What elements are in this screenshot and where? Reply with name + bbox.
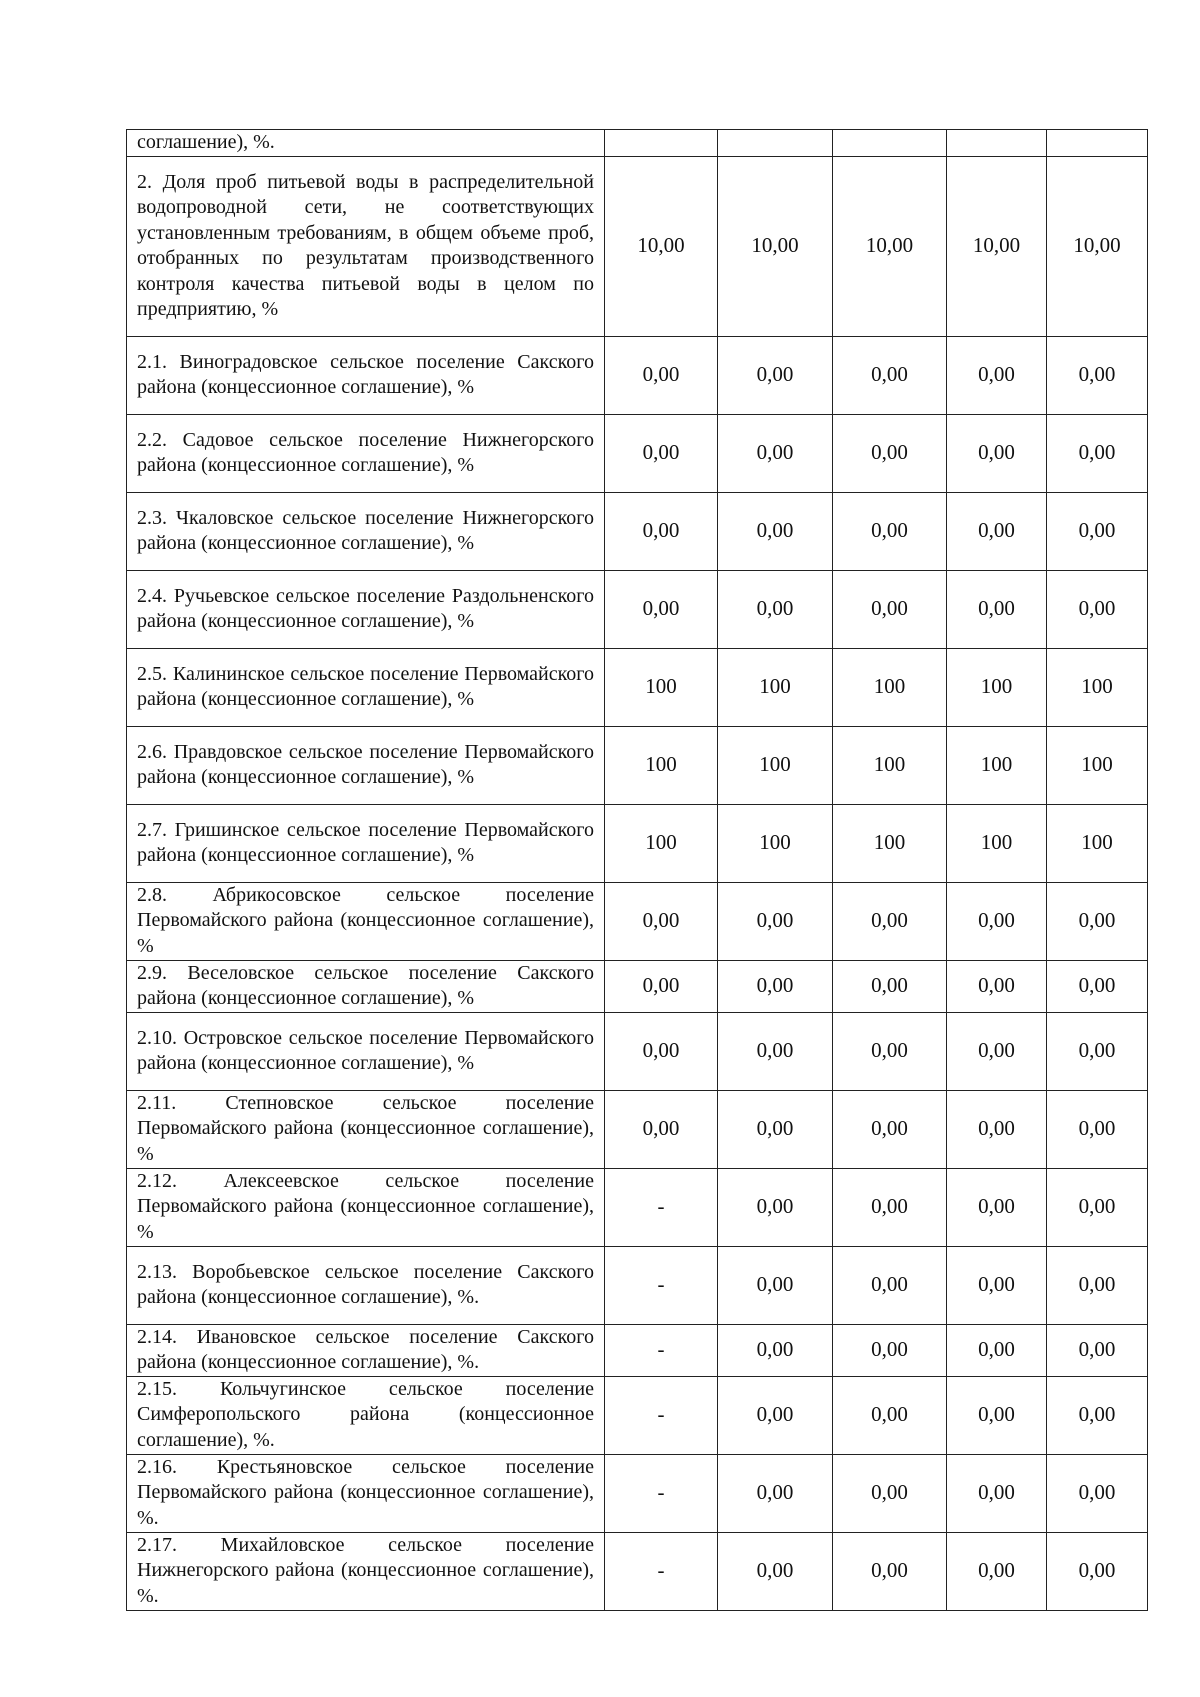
value-cell: 0,00 [605, 492, 718, 570]
table-row [127, 804, 1148, 882]
value-cell: 0,00 [1047, 1012, 1148, 1090]
value-cell: 0,00 [833, 1012, 947, 1090]
table-row [127, 1454, 1148, 1532]
value-cell: 0,00 [1047, 1532, 1148, 1610]
row-label: 2.12. Алексеевское сельское поселение Первомайского района (концессионное соглашение), % [127, 1168, 605, 1246]
value-cell: 0,00 [718, 1246, 833, 1324]
value-cell [605, 130, 718, 157]
row-label: 2.14. Ивановское сельское поселение Сакского района (концессионное соглашение), %. [127, 1324, 605, 1376]
value-cell: 100 [833, 726, 947, 804]
value-cell: 0,00 [947, 1376, 1047, 1454]
value-cell: 0,00 [1047, 570, 1148, 648]
value-cell: 0,00 [947, 570, 1047, 648]
value-cell: 0,00 [833, 1090, 947, 1168]
value-cell: 0,00 [718, 1012, 833, 1090]
value-cell: 10,00 [833, 156, 947, 336]
value-cell: 100 [605, 648, 718, 726]
table-row [127, 336, 1148, 414]
value-cell: 100 [947, 726, 1047, 804]
value-cell: 0,00 [947, 1324, 1047, 1376]
table-row [127, 156, 1148, 336]
value-cell: 0,00 [833, 336, 947, 414]
value-cell: 0,00 [718, 960, 833, 1012]
table-row [127, 1012, 1148, 1090]
value-cell: 0,00 [947, 414, 1047, 492]
value-cell: 100 [1047, 726, 1148, 804]
row-label: 2.9. Веселовское сельское поселение Сакского района (концессионное соглашение), % [127, 960, 605, 1012]
row-label: 2.10. Островское сельское поселение Первомайского района (концессионное соглашение), % [127, 1012, 605, 1090]
row-label: 2. Доля проб питьевой воды в распределительной водопроводной сети, не соответствующих установленным требованиям, в общем объеме проб, отобранных по результатам производственного контроля качества питьевой воды в целом по предприятию, % [127, 156, 605, 336]
value-cell: 0,00 [947, 882, 1047, 960]
table-row [127, 882, 1148, 960]
value-cell: 0,00 [833, 960, 947, 1012]
value-cell: 0,00 [1047, 492, 1148, 570]
table-row [127, 1376, 1148, 1454]
table-row [127, 570, 1148, 648]
value-cell: - [605, 1324, 718, 1376]
value-cell: 0,00 [947, 1168, 1047, 1246]
value-cell: 0,00 [1047, 1324, 1148, 1376]
row-label: 2.17. Михайловское сельское поселение Нижнегорского района (концессионное соглашение), %. [127, 1532, 605, 1610]
value-cell: 0,00 [605, 960, 718, 1012]
value-cell: 0,00 [833, 570, 947, 648]
value-cell: 0,00 [605, 1012, 718, 1090]
value-cell: 0,00 [947, 1012, 1047, 1090]
value-cell: 0,00 [718, 1324, 833, 1376]
value-cell: 0,00 [947, 492, 1047, 570]
value-cell: - [605, 1376, 718, 1454]
table-row [127, 960, 1148, 1012]
table-row [127, 1090, 1148, 1168]
value-cell: 100 [1047, 804, 1148, 882]
value-cell: 0,00 [718, 1454, 833, 1532]
value-cell: 0,00 [833, 882, 947, 960]
value-cell: 10,00 [1047, 156, 1148, 336]
value-cell: 0,00 [833, 414, 947, 492]
value-cell: 0,00 [833, 492, 947, 570]
value-cell: 10,00 [947, 156, 1047, 336]
value-cell [718, 130, 833, 157]
value-cell: 0,00 [1047, 1376, 1148, 1454]
row-label: соглашение), %. [127, 130, 605, 157]
value-cell: 0,00 [718, 414, 833, 492]
value-cell: 0,00 [833, 1376, 947, 1454]
row-label: 2.15. Кольчугинское сельское поселение Симферопольского района (концессионное соглашение), %. [127, 1376, 605, 1454]
value-cell: 0,00 [947, 336, 1047, 414]
value-cell: 0,00 [1047, 1168, 1148, 1246]
value-cell [947, 130, 1047, 157]
value-cell: 0,00 [1047, 960, 1148, 1012]
value-cell: 0,00 [833, 1454, 947, 1532]
table-row [127, 1532, 1148, 1610]
value-cell: 100 [947, 648, 1047, 726]
value-cell: 0,00 [833, 1168, 947, 1246]
table-row [127, 1168, 1148, 1246]
value-cell: 100 [718, 648, 833, 726]
value-cell: 0,00 [718, 570, 833, 648]
value-cell: 0,00 [833, 1532, 947, 1610]
value-cell: - [605, 1454, 718, 1532]
value-cell: 0,00 [605, 336, 718, 414]
value-cell: 0,00 [833, 1324, 947, 1376]
value-cell: 100 [718, 804, 833, 882]
table-row [127, 492, 1148, 570]
row-label: 2.11. Степновское сельское поселение Первомайского района (концессионное соглашение), % [127, 1090, 605, 1168]
row-label: 2.7. Гришинское сельское поселение Первомайского района (концессионное соглашение), % [127, 804, 605, 882]
value-cell: 100 [718, 726, 833, 804]
value-cell: 0,00 [1047, 1090, 1148, 1168]
table-row [127, 130, 1148, 157]
table-row [127, 648, 1148, 726]
value-cell: 100 [605, 726, 718, 804]
value-cell: 0,00 [718, 1376, 833, 1454]
value-cell: - [605, 1532, 718, 1610]
value-cell [1047, 130, 1148, 157]
value-cell: 100 [833, 648, 947, 726]
value-cell: 10,00 [605, 156, 718, 336]
value-cell: 0,00 [718, 1090, 833, 1168]
row-label: 2.3. Чкаловское сельское поселение Нижнегорского района (концессионное соглашение), % [127, 492, 605, 570]
value-cell: 0,00 [947, 1246, 1047, 1324]
value-cell: 0,00 [947, 960, 1047, 1012]
value-cell: 0,00 [947, 1532, 1047, 1610]
table-row [127, 414, 1148, 492]
value-cell: 0,00 [1047, 414, 1148, 492]
indicators-table [126, 129, 1148, 1611]
value-cell: 0,00 [718, 336, 833, 414]
value-cell: 0,00 [1047, 336, 1148, 414]
value-cell: 0,00 [605, 570, 718, 648]
value-cell: 0,00 [718, 882, 833, 960]
value-cell: 0,00 [718, 1532, 833, 1610]
value-cell: 100 [605, 804, 718, 882]
row-label: 2.5. Калининское сельское поселение Первомайского района (концессионное соглашение), % [127, 648, 605, 726]
value-cell: 0,00 [718, 1168, 833, 1246]
value-cell: 100 [1047, 648, 1148, 726]
value-cell: 100 [947, 804, 1047, 882]
value-cell: 0,00 [947, 1090, 1047, 1168]
value-cell: 0,00 [605, 882, 718, 960]
row-label: 2.13. Воробьевское сельское поселение Сакского района (концессионное соглашение), %. [127, 1246, 605, 1324]
row-label: 2.1. Виноградовское сельское поселение Сакского района (концессионное соглашение), % [127, 336, 605, 414]
table-row [127, 726, 1148, 804]
value-cell: - [605, 1168, 718, 1246]
value-cell: 0,00 [605, 1090, 718, 1168]
table-row [127, 1324, 1148, 1376]
table-body [127, 130, 1148, 1611]
value-cell: 0,00 [1047, 1246, 1148, 1324]
row-label: 2.6. Правдовское сельское поселение Первомайского района (концессионное соглашение), % [127, 726, 605, 804]
value-cell: 0,00 [1047, 882, 1148, 960]
row-label: 2.2. Садовое сельское поселение Нижнегорского района (концессионное соглашение), % [127, 414, 605, 492]
value-cell: - [605, 1246, 718, 1324]
table-row [127, 1246, 1148, 1324]
value-cell: 0,00 [718, 492, 833, 570]
value-cell [833, 130, 947, 157]
value-cell: 0,00 [1047, 1454, 1148, 1532]
value-cell: 0,00 [833, 1246, 947, 1324]
value-cell: 100 [833, 804, 947, 882]
row-label: 2.8. Абрикосовское сельское поселение Первомайского района (концессионное соглашение), % [127, 882, 605, 960]
value-cell: 0,00 [605, 414, 718, 492]
value-cell: 10,00 [718, 156, 833, 336]
row-label: 2.16. Крестьяновское сельское поселение Первомайского района (концессионное соглашение), %. [127, 1454, 605, 1532]
row-label: 2.4. Ручьевское сельское поселение Раздольненского района (концессионное соглашение), % [127, 570, 605, 648]
value-cell: 0,00 [947, 1454, 1047, 1532]
